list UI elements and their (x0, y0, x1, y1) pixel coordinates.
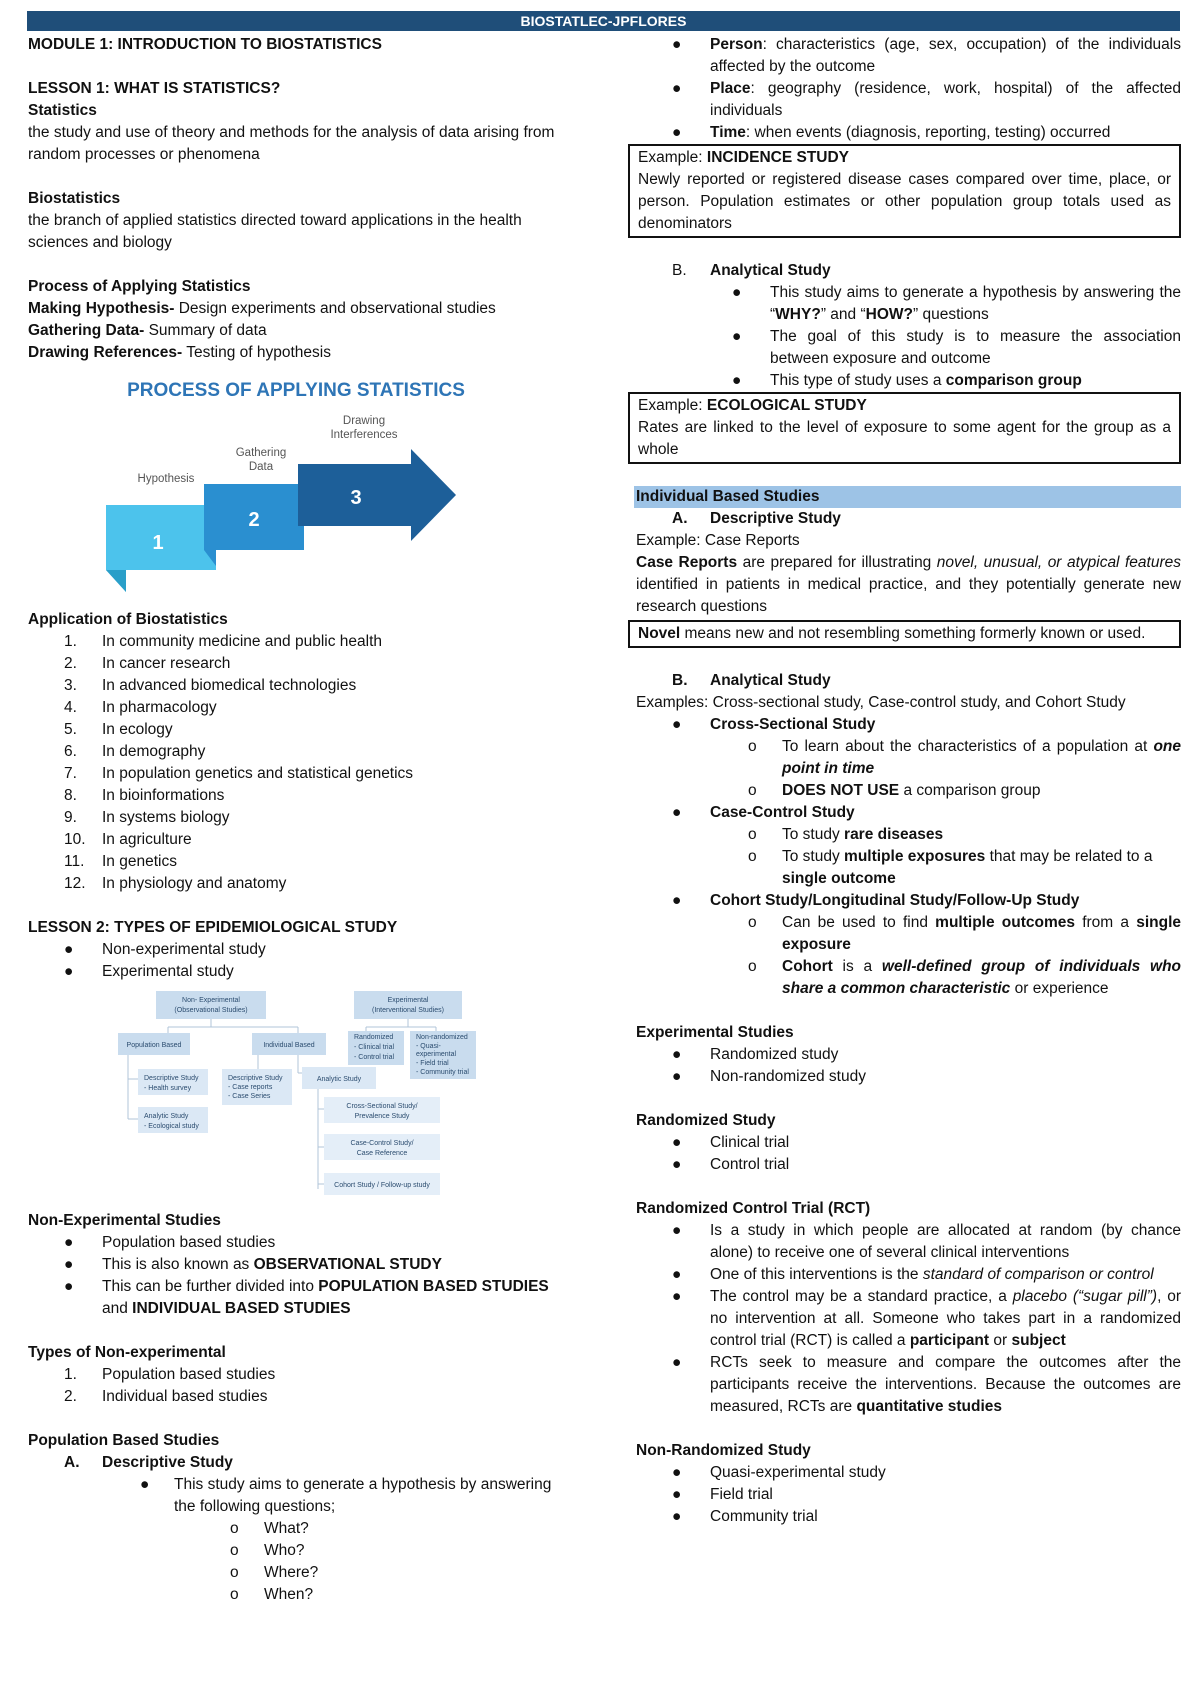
list-item: 1. Population based studies (64, 1366, 276, 1383)
descriptive-study-heading: A. Descriptive Study (672, 510, 841, 527)
non-experimental-node (156, 991, 266, 1019)
list-item: ● Person: characteristics (age, sex, occupation) of the individuals affected by the outcome (672, 36, 1181, 75)
list-item: ● This can be further divided into POPULATION BASED STUDIES and INDIVIDUAL BASED STUDIES (64, 1278, 549, 1317)
list-item: 10. In agriculture (64, 831, 192, 848)
list-item: ● The goal of this study is to measure the association between exposure and outcome (732, 328, 1181, 367)
list-item: o Cohort is a well-defined group of individuals who share a common characteristic or experience (748, 958, 1182, 997)
svg-text:Prevalence Study: Prevalence Study (354, 1113, 410, 1120)
examples-text: Examples: Cross-sectional study, Case-control study, and Cohort Study (636, 694, 1126, 711)
svg-text:Case-Control Study/: Case-Control Study/ (350, 1140, 414, 1147)
rct-heading: Randomized Control Trial (RCT) (636, 1200, 871, 1217)
svg-text:(Observational Studies): (Observational Studies) (174, 1007, 248, 1014)
svg-text:Cross-Sectional Study/: Cross-Sectional Study/ (346, 1103, 418, 1110)
list-item: 12. In physiology and anatomy (64, 875, 287, 892)
step2-number: 2 (248, 509, 260, 531)
process-heading: Process of Applying Statistics (28, 278, 251, 295)
step-label-data: Data (248, 461, 274, 473)
statistics-definition: the study and use of theory and methods for the analysis of data arising from random processes or phenomena (28, 124, 555, 163)
list-item: ● This study aims to generate a hypothesis by answering the following questions; (140, 1476, 552, 1515)
svg-text:Cohort Study / Follow-up study: Cohort Study / Follow-up study (334, 1182, 430, 1189)
list-item: o To learn about the characteristics of a population at one point in time (748, 738, 1181, 777)
step1-number: 1 (152, 532, 164, 554)
experimental-node (354, 991, 462, 1019)
list-item: 1. In community medicine and public health (64, 633, 383, 650)
process-item: Gathering Data- Summary of data (28, 322, 267, 339)
process-of-applying-statistics-figure (106, 374, 486, 609)
svg-text:Experimental: Experimental (387, 997, 429, 1004)
process-item: Drawing References- Testing of hypothesis (28, 344, 331, 361)
lesson1-title: LESSON 1: WHAT IS STATISTICS? (28, 80, 281, 97)
list-item: 9. In systems biology (64, 809, 230, 826)
case-reports-paragraph: Case Reports are prepared for illustrating novel, unusual, or atypical features identified in patients in medical practice, and they potentially generate new research questions (636, 554, 1181, 615)
list-item: ● Control trial (672, 1156, 790, 1173)
svg-text:- Field trial: - Field trial (416, 1060, 449, 1067)
list-item: ● Experimental study (64, 963, 234, 980)
svg-text:Individual Based: Individual Based (263, 1042, 315, 1049)
right-column (636, 34, 1181, 1528)
non-experimental-heading: Non-Experimental Studies (28, 1212, 221, 1229)
svg-text:- Clinical trial: - Clinical trial (354, 1044, 395, 1051)
list-item: o Who? (230, 1542, 305, 1559)
list-item: o To study multiple exposures that may be related to a single outcome (748, 848, 1153, 887)
svg-text:- Control trial: - Control trial (354, 1054, 395, 1061)
application-list (28, 631, 573, 895)
list-item: ● Case-Control Study (672, 804, 855, 821)
svg-text:(Interventional Studies): (Interventional Studies) (372, 1007, 444, 1014)
step-label-gathering: Gathering (235, 447, 287, 459)
list-item: o DOES NOT USE a comparison group (748, 782, 1041, 799)
experimental-heading: Experimental Studies (636, 1024, 794, 1041)
list-item: 3. In advanced biomedical technologies (64, 677, 357, 694)
svg-text:Population Based: Population Based (126, 1042, 182, 1049)
svg-text:- Case reports: - Case reports (228, 1084, 273, 1091)
svg-text:- Case Series: - Case Series (228, 1093, 271, 1100)
list-item: ● Randomized study (672, 1046, 839, 1063)
module-title: MODULE 1: INTRODUCTION TO BIOSTATISTICS (28, 36, 382, 53)
svg-text:experimental: experimental (416, 1051, 457, 1058)
example-text: Example: Case Reports (636, 532, 800, 549)
svg-text:Non- Experimental: Non- Experimental (182, 997, 240, 1004)
list-item: ● One of this interventions is the standard of comparison or control (672, 1266, 1154, 1283)
list-item: ● Place: geography (residence, work, hospital) of the affected individuals (672, 80, 1181, 119)
svg-text:Descriptive Study: Descriptive Study (228, 1075, 283, 1082)
step3-arrow (298, 449, 456, 541)
svg-text:Randomized: Randomized (354, 1034, 394, 1041)
list-item: 8. In bioinformations (64, 787, 225, 804)
svg-text:Analytic Study: Analytic Study (144, 1113, 189, 1120)
list-item: ● Non-randomized study (672, 1068, 866, 1085)
biostatistics-definition: the branch of applied statistics directed toward applications in the health sciences and biology (28, 212, 522, 251)
list-item: ● Field trial (672, 1486, 773, 1503)
step-label-hypothesis: Hypothesis (137, 473, 195, 485)
list-item: 5. In ecology (64, 721, 173, 738)
statistics-heading: Statistics (28, 102, 97, 119)
list-item: ● Quasi-experimental study (672, 1464, 886, 1481)
example-box-ecological: Example: ECOLOGICAL STUDY Rates are linked to the level of exposure to some agent for the group as a whole (628, 392, 1181, 464)
svg-text:- Quasi-: - Quasi- (416, 1043, 441, 1050)
list-item: ● Non-experimental study (64, 941, 266, 958)
list-item: 11. In genetics (64, 853, 177, 870)
svg-text:- Health survey: - Health survey (144, 1085, 192, 1092)
list-item: ● Population based studies (64, 1234, 276, 1251)
list-item: ● The control may be a standard practice, a placebo (“sugar pill”), or no intervention at all. Someone who takes part in a randomized control trial (RCT) is called a participant or subject (672, 1288, 1181, 1349)
step3-number: 3 (350, 487, 362, 509)
population-based-heading: Population Based Studies (28, 1432, 220, 1449)
svg-text:Non-randomized: Non-randomized (416, 1034, 468, 1041)
svg-text:- Community trial: - Community trial (416, 1069, 469, 1076)
types-heading: Types of Non-experimental (28, 1344, 226, 1361)
list-item: 2. Individual based studies (64, 1388, 268, 1405)
svg-text:- Ecological study: - Ecological study (144, 1123, 199, 1130)
list-item: 6. In demography (64, 743, 206, 760)
epidemiological-study-types-diagram (118, 989, 498, 1204)
step-label-interferences: Interferences (330, 429, 398, 441)
list-item: o To study rare diseases (748, 826, 944, 843)
list-item: o Can be used to find multiple outcomes from a single exposure (748, 914, 1181, 953)
list-item: 7. In population genetics and statistical genetics (64, 765, 414, 782)
step-label-drawing: Drawing (342, 415, 386, 427)
list-item: ● Community trial (672, 1508, 818, 1525)
list-item: ● RCTs seek to measure and compare the outcomes after the participants receive the interventions. Because the outcomes are measured, RCTs are quantitative studies (672, 1354, 1181, 1415)
list-item: ● Cross-Sectional Study (672, 716, 876, 733)
list-item: 4. In pharmacology (64, 699, 217, 716)
svg-text:Descriptive Study: Descriptive Study (144, 1075, 199, 1082)
list-item: ● Is a study in which people are allocated at random (by chance alone) to receive one of several clinical interventions (672, 1222, 1181, 1261)
list-item: ● Clinical trial (672, 1134, 790, 1151)
analytical-study-heading: B. Analytical Study (672, 672, 831, 689)
descriptive-study-heading: A. Descriptive Study (64, 1454, 233, 1471)
lesson2-title: LESSON 2: TYPES OF EPIDEMIOLOGICAL STUDY (28, 919, 398, 936)
list-item: o When? (230, 1586, 314, 1603)
example-box-incidence: Example: INCIDENCE STUDY Newly reported or registered disease cases compared over time, place, or person. Population estimates or other population group totals used as denominators (628, 144, 1181, 238)
list-item: 2. In cancer research (64, 655, 231, 672)
left-column (28, 34, 573, 1606)
individual-based-heading: Individual Based Studies (634, 486, 1181, 508)
list-item: o Where? (230, 1564, 319, 1581)
novel-definition-box: Novel means new and not resembling something formerly known or used. (628, 620, 1181, 648)
non-randomized-heading: Non-Randomized Study (636, 1442, 811, 1459)
list-item: ● This type of study uses a comparison group (732, 372, 1082, 389)
list-item: ● This is also known as OBSERVATIONAL STUDY (64, 1256, 442, 1273)
list-item: ● This study aims to generate a hypothesis by answering the “WHY?” and “HOW?” questions (732, 284, 1181, 323)
randomized-heading: Randomized Study (636, 1112, 776, 1129)
analytical-study-heading: B. Analytical Study (672, 262, 831, 279)
application-heading: Application of Biostatistics (28, 611, 228, 628)
svg-text:Analytic Study: Analytic Study (316, 1076, 362, 1083)
list-item: ● Cohort Study/Longitudinal Study/Follow-Up Study (672, 892, 1080, 909)
list-item: ● Time: when events (diagnosis, reporting, testing) occurred (672, 124, 1111, 141)
figure-title: PROCESS OF APPLYING STATISTICS (127, 380, 465, 401)
svg-text:Case Reference: Case Reference (356, 1150, 408, 1157)
document-header: BIOSTATLEC-JPFLORES (27, 11, 1180, 31)
process-item: Making Hypothesis- Design experiments and observational studies (28, 300, 496, 317)
biostatistics-heading: Biostatistics (28, 190, 121, 207)
list-item: o What? (230, 1520, 309, 1537)
